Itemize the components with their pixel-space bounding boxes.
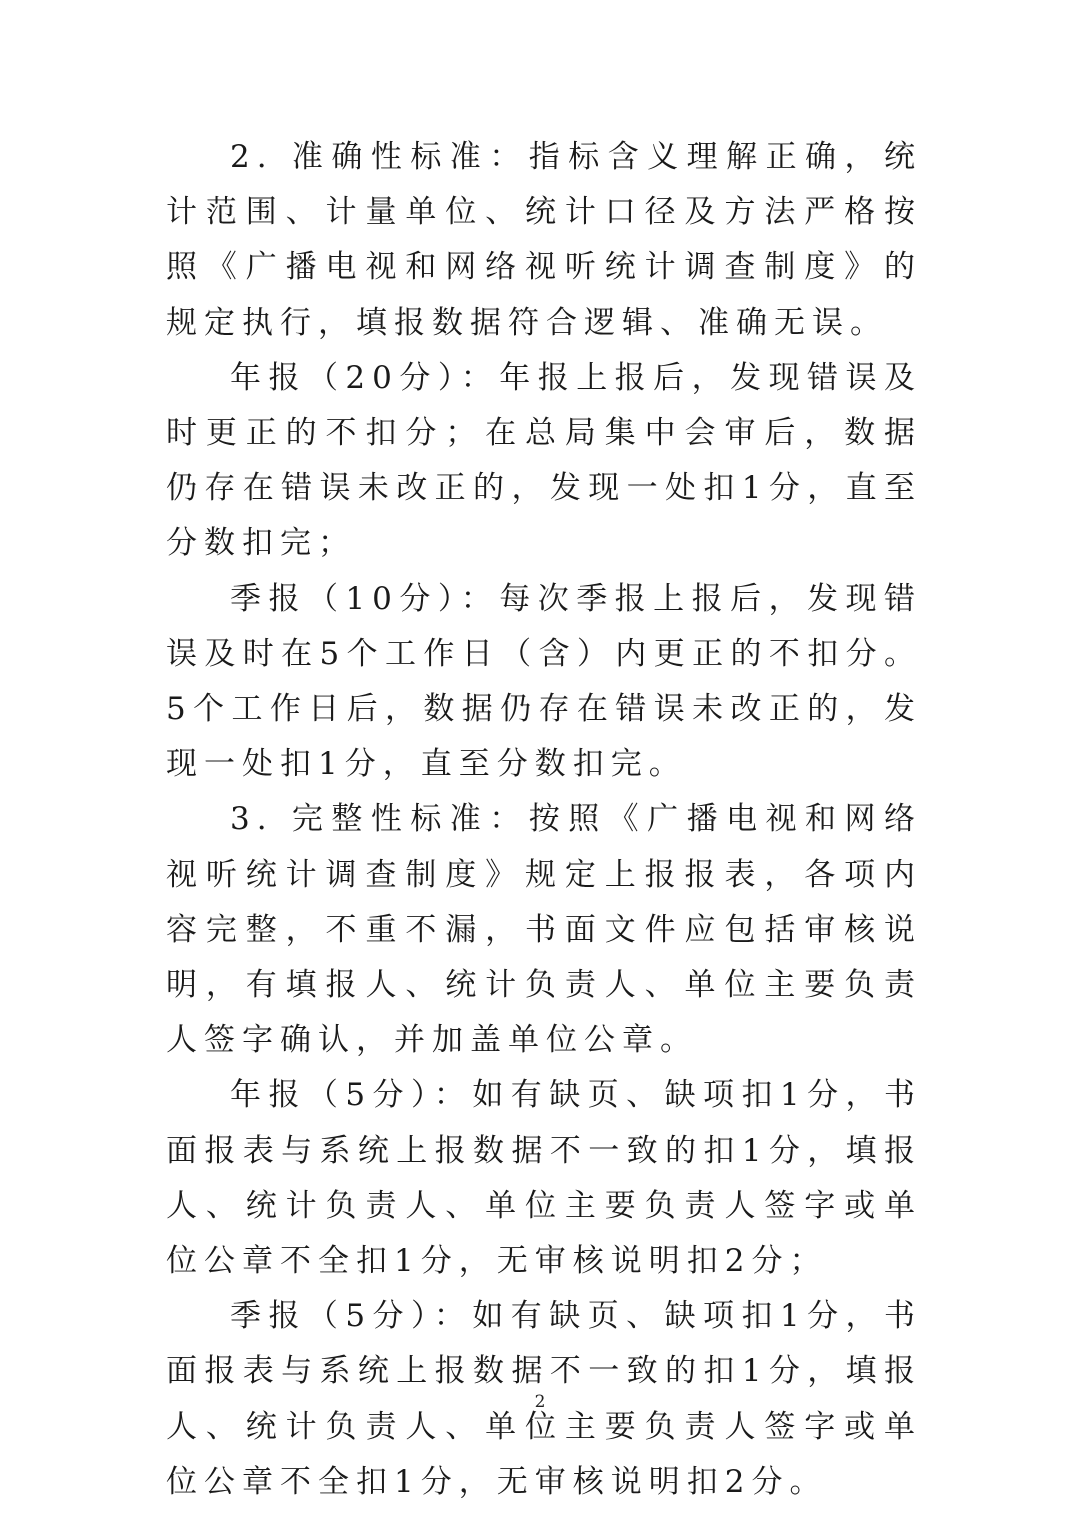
- paragraph-completeness-annual: 年报（5分）：如有缺页、缺项扣1分，书面报表与系统上报数据不一致的扣1分，填报人、统计负责人、单位主要负责人签字或单位公章不全扣1分，无审核说明扣2分；: [166, 1077, 922, 1280]
- paragraph-accuracy-quarterly: 季报（10分）：每次季报上报后，发现错误及时在5个工作日（含）内更正的不扣分。5个工作日后，数据仍存在错误未改正的，发现一处扣1分，直至分数扣完。: [166, 580, 922, 783]
- paragraph-completeness-standard: 3. 完整性标准：按照《广播电视和网络视听统计调查制度》规定上报报表，各项内容完整，不重不漏，书面文件应包括审核说明，有填报人、统计负责人、单位主要负责人签字确认，并加盖单位公章。: [166, 801, 922, 1059]
- page-number: 2: [534, 1392, 546, 1412]
- paragraph-accuracy-standard: 2. 准确性标准：指标含义理解正确，统计范围、计量单位、统计口径及方法严格按照《广播电视和网络视听统计调查制度》的规定执行，填报数据符合逻辑、准确无误。: [166, 139, 922, 341]
- body-text: [166, 130, 922, 1510]
- paragraph-completeness-quarterly: 季报（5分）：如有缺页、缺项扣1分，书面报表与系统上报数据不一致的扣1分，填报人、统计负责人、单位主要负责人签字或单位公章不全扣1分，无审核说明扣2分。: [166, 1298, 922, 1500]
- paragraph-accuracy-annual: 年报（20分）：年报上报后，发现错误及时更正的不扣分；在总局集中会审后，数据仍存在错误未改正的，发现一处扣1分，直至分数扣完；: [166, 359, 922, 562]
